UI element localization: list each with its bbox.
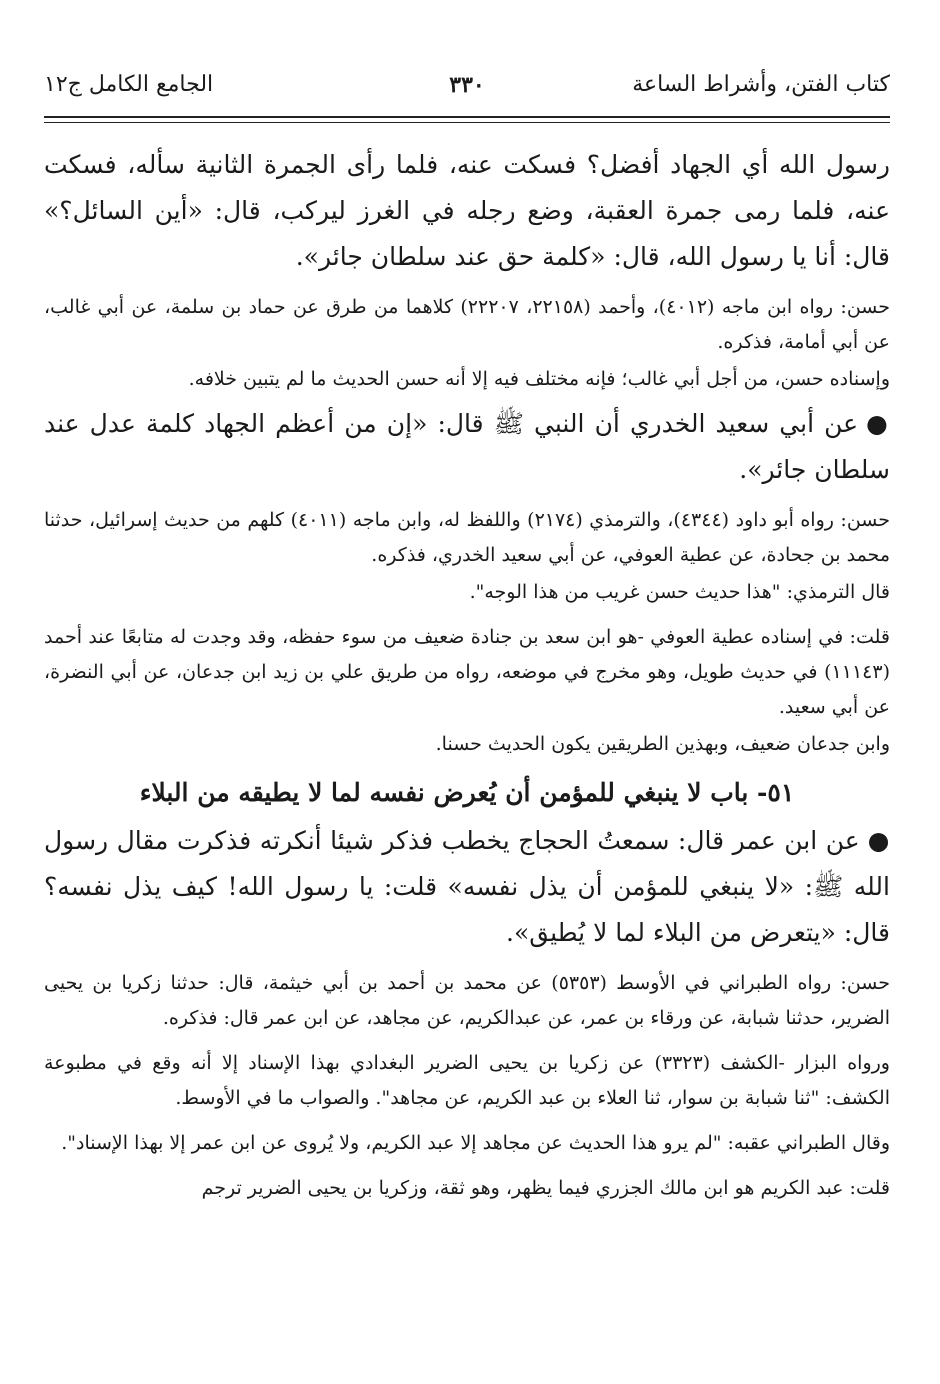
page-number: ٣٣٠ [449,72,485,98]
header-rule-thick [44,116,890,118]
hadith-text: ● عن ابن عمر قال: سمعتُ الحجاج يخطب فذكر شيئا أنكرته فذكرت مقال رسول الله ﷺ: «لا ينبغي للمؤمن أن يذل نفسه» قلت: يا رسول الله! كيف يذل نفسه؟ قال: «يتعرض من البلاء لما لا يُطيق». [44,826,890,947]
bullet-icon: ● [867,826,890,855]
chapter-heading: ٥١- باب لا ينبغي للمؤمن أن يُعرض نفسه لما لا يطيقه من البلاء [139,778,795,807]
takhrij-note: قلت: في إسناده عطية العوفي -هو ابن سعد بن جنادة ضعيف من سوء حفظه، وقد وجدت له متابعًا عند أحمد (١١١٤٣) في حديث طويل، وهو مخرج في موضعه، رواه من طريق علي بن زيد ابن جدعان، عن أبي النضرة، عن أبي سعيد. [44,626,890,718]
takhrij-note: ورواه البزار -الكشف (٣٣٢٣) عن زكريا بن يحيى الضرير البغدادي بهذا الإسناد إلا أنه وقع في مطبوعة الكشف: "ثنا شبابة بن سوار، ثنا العلاء بن عبد الكريم، عن مجاهد". والصواب ما في الأوسط. [44,1052,890,1109]
takhrij-note: وابن جدعان ضعيف، وبهذين الطريقين يكون الحديث حسنا. [435,733,890,755]
header-rule-thin [44,122,890,123]
bullet-icon: ● [866,409,890,438]
takhrij-note: وإسناده حسن، من أجل أبي غالب؛ فإنه مختلف فيه إلا أنه حسن الحديث ما لم يتبين خلافه. [188,368,890,390]
takhrij-note: وقال الطبراني عقبه: "لم يرو هذا الحديث عن مجاهد إلا عبد الكريم، ولا يُروى عن ابن عمر إلا بهذا الإسناد". [61,1132,890,1154]
takhrij-note: حسن: رواه أبو داود (٤٣٤٤)، والترمذي (٢١٧٤) واللفظ له، وابن ماجه (٤٠١١) كلهم من حديث إسرائيل، حدثنا محمد بن جحادة، عن عطية العوفي، عن أبي سعيد الخدري، فذكره. [44,509,890,566]
takhrij-note: قال الترمذي: "هذا حديث حسن غريب من هذا الوجه". [469,581,890,603]
hadith-text: ● عن أبي سعيد الخدري أن النبي ﷺ قال: «إن من أعظم الجهاد كلمة عدل عند سلطان جائر». [44,409,890,484]
takhrij-note: حسن: رواه الطبراني في الأوسط (٥٣٥٣) عن محمد بن أحمد بن أبي خيثمة، قال: حدثنا زكريا بن يحيى الضرير، حدثنا شبابة، عن ورقاء بن عمر، عن عبدالكريم، عن مجاهد، عن ابن عمر قال: فذكره. [44,972,890,1029]
page-body [44,142,890,1206]
running-header [44,72,890,112]
takhrij-note: حسن: رواه ابن ماجه (٤٠١٢)، وأحمد (٢٢١٥٨، ٢٢٢٠٧) كلاهما من طرق عن حماد بن سلمة، عن أبي غالب، عن أبي أمامة، فذكره. [44,296,890,353]
hadith-continuation: رسول الله أي الجهاد أفضل؟ فسكت عنه، فلما رأى الجمرة الثانية سأله، فسكت عنه، فلما رمى جمرة العقبة، وضع رجله في الغرز ليركب، قال: «أين السائل؟» قال: أنا يا رسول الله، قال: «كلمة حق عند سلطان جائر». [44,150,890,271]
takhrij-note: قلت: عبد الكريم هو ابن مالك الجزري فيما يظهر، وهو ثقة، وزكريا بن يحيى الضرير ترجم [201,1177,890,1199]
book-title: كتاب الفتن، وأشراط الساعة [632,72,890,97]
collection-title: الجامع الكامل ج١٢ [44,72,214,97]
